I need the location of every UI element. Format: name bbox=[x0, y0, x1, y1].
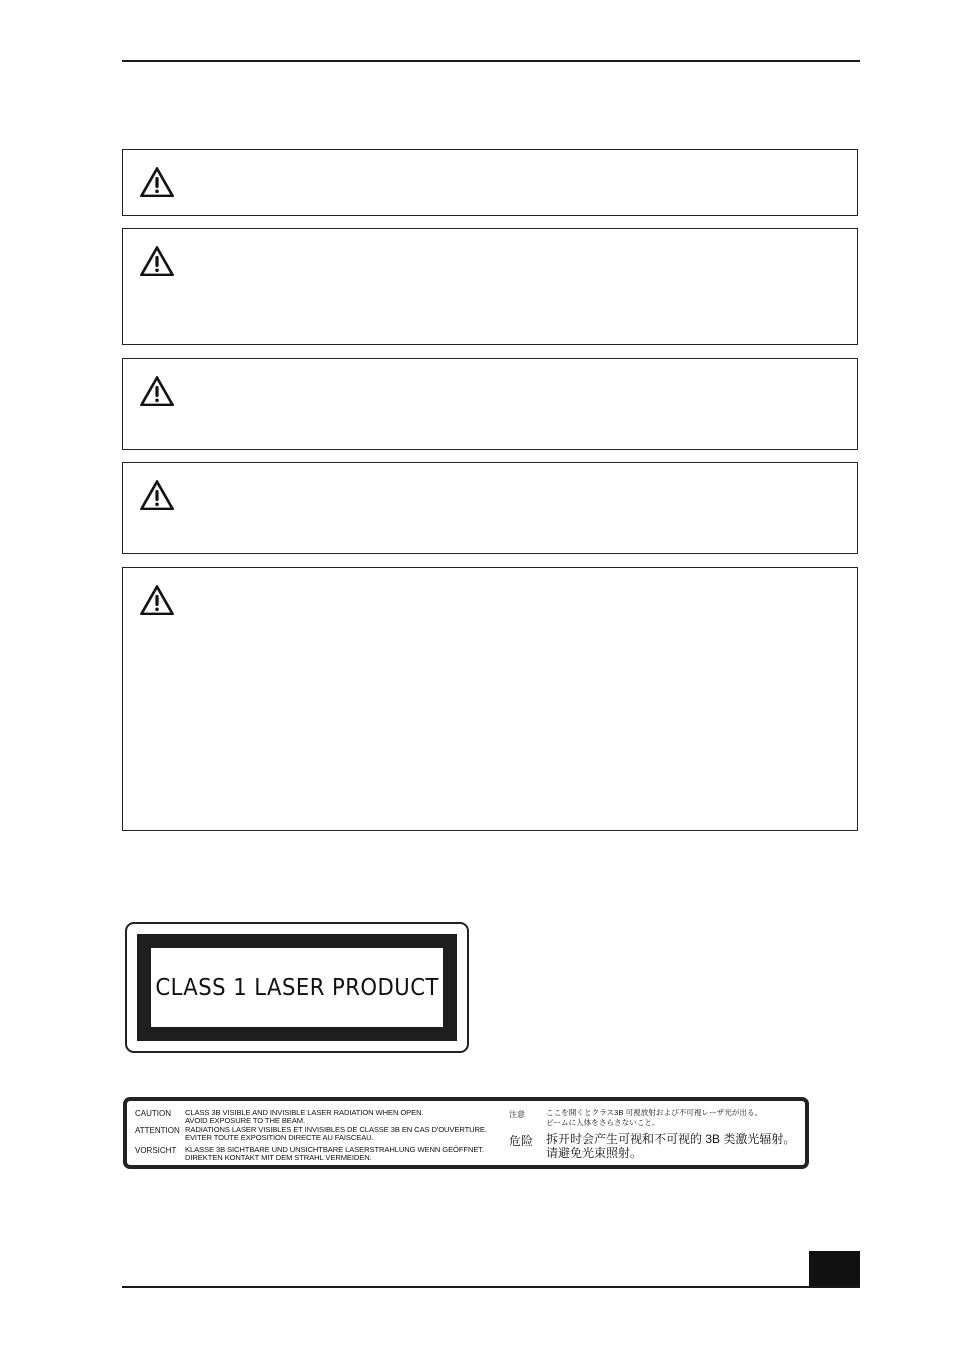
caution-label: CAUTION bbox=[135, 1109, 171, 1118]
warning-triangle-icon bbox=[139, 245, 175, 277]
attention-line-2: EVITER TOUTE EXPOSITION DIRECTE AU FAISCEAU. bbox=[185, 1133, 374, 1142]
warning-box-2 bbox=[122, 228, 858, 345]
warning-triangle-icon bbox=[139, 166, 175, 198]
chinese-label: 危险 bbox=[509, 1134, 534, 1148]
class3b-laser-label bbox=[123, 1097, 809, 1169]
class1-label-frame bbox=[137, 934, 457, 1041]
class1-label-inner bbox=[151, 948, 443, 1027]
vorsicht-line-2: DIREKTEN KONTAKT MIT DEM STRAHL VERMEIDEN. bbox=[185, 1153, 372, 1162]
chinese-line-2: 请避免光束照射。 bbox=[546, 1146, 643, 1160]
warning-triangle-icon bbox=[139, 375, 175, 407]
class1-laser-label bbox=[125, 922, 469, 1053]
japanese-line-1: ここを開くとクラス3B 可視放射および不可視レーザ光が出る。 bbox=[546, 1108, 763, 1117]
japanese-line-2: ビームに人体をさらさないこと。 bbox=[546, 1118, 660, 1127]
vorsicht-label: VORSICHT bbox=[135, 1146, 177, 1155]
header-rule bbox=[122, 60, 860, 62]
page-tab-marker bbox=[809, 1251, 860, 1287]
warning-box-1 bbox=[122, 149, 858, 216]
caution-line-2: AVOID EXPOSURE TO THE BEAM. bbox=[185, 1116, 305, 1125]
japanese-label: 注意 bbox=[509, 1110, 525, 1119]
warning-triangle-icon bbox=[139, 479, 175, 511]
warning-box-5 bbox=[122, 567, 858, 831]
footer-rule bbox=[122, 1286, 860, 1288]
attention-line-1: RADIATIONS LASER VISIBLES ET INVISIBLES DE CLASSE 3B EN CAS D'OUVERTURE. bbox=[185, 1125, 487, 1134]
warning-triangle-icon bbox=[139, 584, 175, 616]
warning-box-3 bbox=[122, 358, 858, 450]
warning-box-4 bbox=[122, 462, 858, 554]
vorsicht-line-1: KLASSE 3B SICHTBARE UND UNSICHTBARE LASERSTRAHLUNG WENN GEÖFFNET. bbox=[185, 1145, 484, 1154]
class1-label-text: CLASS 1 LASER PRODUCT bbox=[155, 974, 439, 1001]
caution-line-1: CLASS 3B VISIBLE AND INVISIBLE LASER RADIATION WHEN OPEN. bbox=[185, 1108, 424, 1117]
attention-label: ATTENTION bbox=[135, 1126, 180, 1135]
chinese-line-1: 拆开时会产生可视和不可视的 3B 类激光辐射。 bbox=[546, 1132, 796, 1146]
